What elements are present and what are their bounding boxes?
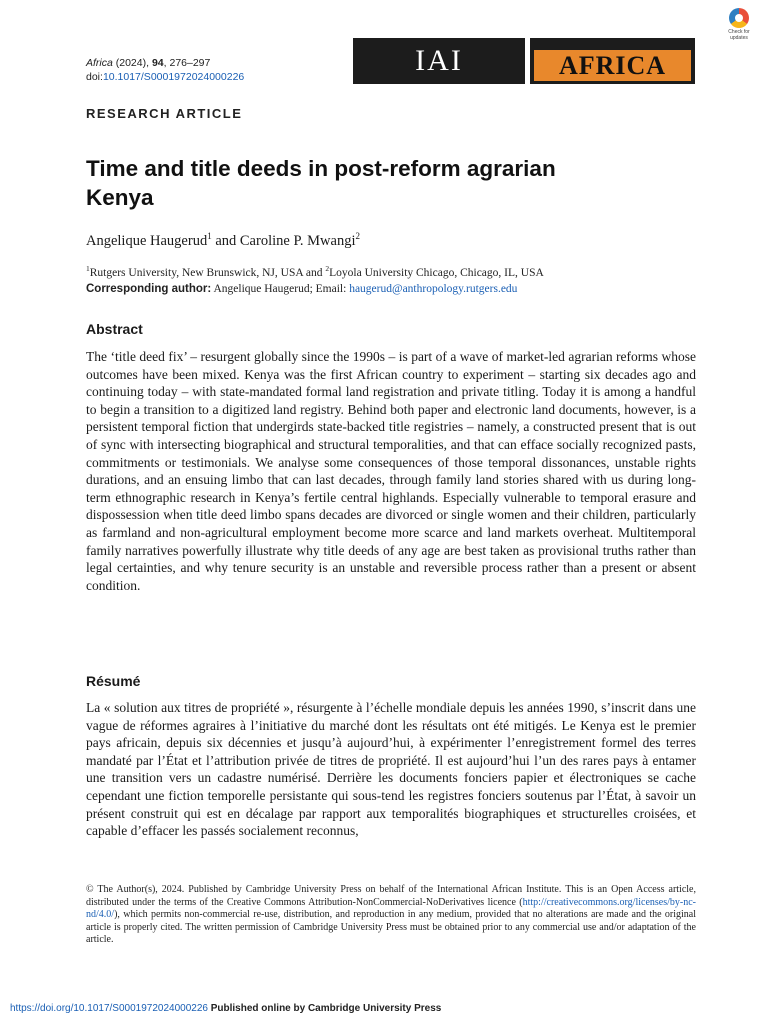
affil-marker: 1 [86, 264, 90, 273]
affiliation-2: Loyola University Chicago, Chicago, IL, USA [329, 266, 544, 279]
africa-journal-logo [530, 38, 695, 84]
license-notice [86, 884, 696, 947]
resume-text: La « solution aux titres de propriété », résurgente à l’échelle mondiale depuis les années 1990, s’inscrit dans une vague de réformes agraires à l’initiative du marché dont les résultats ont été mitigés. Le Kenya est le premier pays africain, depuis six décennies et jusqu’à aujourd’hui, à expérimenter l’enregistrement formel des terres mandaté par l’État et l’attribution privée de titres de propriété. Il est aujourd’hui l’un des rares pays à entamer une transition vers un cadastre numérisé. Derrière les documents fonciers papier et électroniques se cache cependant une fiction temporelle persistante qui sous-tend les registres fonciers soutenus par l’État, à savoir un présent construit qui est en décalage par rapport aux temporalités biographiques et structurelles croisées, et capable d’effacer les passés socialement reconnus, [86, 700, 696, 839]
corresponding-text: Angelique Haugerud; Email: [211, 282, 350, 295]
article-type: RESEARCH ARTICLE [86, 106, 243, 121]
resume-heading: Résumé [86, 673, 141, 689]
footer-published: Published online by Cambridge University Press [207, 1003, 442, 1014]
article-title: Time and title deeds in post-reform agrarian Kenya [86, 156, 556, 210]
abstract-text: The ‘title deed fix’ – resurgent globally since the 1990s – is part of a wave of market-led agrarian reforms whose outcomes have been mixed. Kenya was the first African country to experiment – starting six decades ago and continuing today – with state-mandated formal land registration and private titling. Today it is among a handful to begin a transition to a digitized land registry. Behind both paper and electronic land documents, however, is a persistent temporal fiction that undergirds state-backed title registries – namely, a constructed present that is out of sync with intersecting biographical and structural temporalities, and that can efface socially recognized pasts, commitments or testimonials. We analyse some consequences of those temporal dissonances, unstable rights durations, and an ensuing limbo that can last decades, through family land stories shared with us during long-term ethnographic research in Kenya’s fertile central highlands. Especially vulnerable to temporal erasure and dispossession when title deed limbo spans decades are divorced or single women and their children, particularly as farmland and non-agricultural employment become more scarce and land markets overheat. Multitemporal family narratives powerfully illustrate why title deeds of any age are best taken as provisional truths rather than legal certainties, and why tenure security is an unstable and reversible process rather than a present or absent condition. [86, 349, 696, 593]
doi-link[interactable]: 10.1017/S0001972024000226 [102, 71, 245, 83]
affil-marker: 2 [325, 264, 330, 273]
badge-line2: updates [730, 35, 748, 41]
journal-year: (2024), [112, 57, 152, 69]
email-link[interactable]: haugerud@anthropology.rutgers.edu [349, 282, 518, 295]
affiliations [86, 261, 706, 297]
author-name: Caroline P. Mwangi [239, 232, 356, 249]
africa-logo-text: AFRICA [534, 50, 691, 81]
footer-doi-link[interactable]: https://doi.org/10.1017/S0001972024000226 [10, 1003, 208, 1014]
abstract-heading: Abstract [86, 321, 143, 337]
journal-citation [86, 56, 244, 84]
author-joiner: and [211, 232, 240, 249]
journal-pages: , 276–297 [163, 57, 211, 69]
badge-line1: Check for [728, 29, 750, 35]
affiliation-1: Rutgers University, New Brunswick, NJ, USA and [89, 266, 326, 279]
author-list [86, 231, 360, 250]
journal-volume: 94 [151, 57, 164, 69]
corresponding-label: Corresponding author: [86, 282, 212, 295]
license-text-end: ), which permits non-commercial re-use, distribution, and reproduction in any medium, provided that no alterations are made and the original article is properly cited. The written permission of Cambridge University Press must be obtained prior to any commercial use and/or adaptation of the article. [86, 909, 696, 946]
iai-logo: IAI [353, 38, 525, 84]
license-link[interactable]: http://creativecommons.org/licenses/by-nc-nd/4.0/ [86, 896, 696, 921]
journal-name: Africa [86, 57, 113, 69]
author-affil-marker: 1 [207, 231, 212, 241]
author-affil-marker: 2 [355, 231, 360, 241]
license-text: © The Author(s), 2024. Published by Cambridge University Press on behalf of the International African Institute. This is an Open Access article, distributed under the terms of the Creative Commons Attribution-NonCommercial-NoDerivatives licence ( [86, 884, 696, 908]
page-footer [10, 1003, 441, 1014]
doi-label: doi: [86, 71, 103, 83]
check-for-updates-badge[interactable] [724, 8, 754, 48]
crossmark-icon [729, 8, 749, 28]
author-name: Angelique Haugerud [86, 232, 208, 249]
